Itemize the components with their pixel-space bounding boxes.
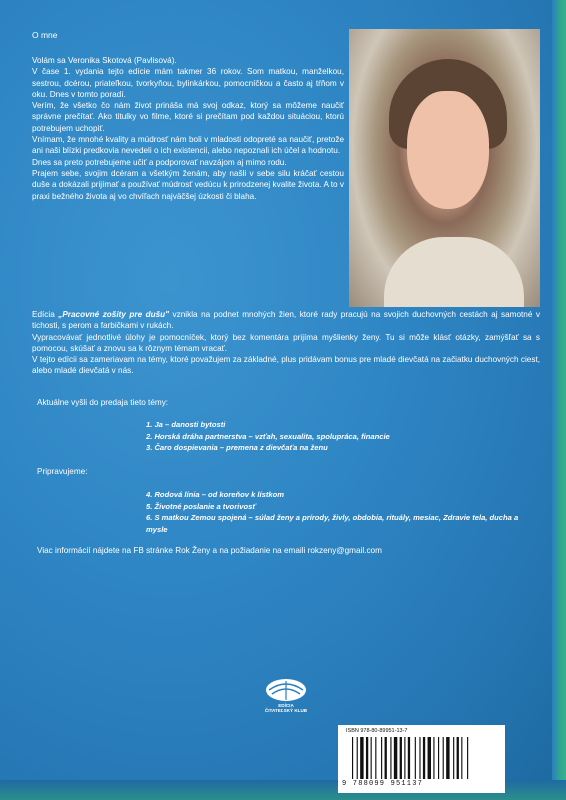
topic-item: 3. Čaro dospievania – premena z dievčaťa na ženu xyxy=(146,443,328,452)
edition-text xyxy=(32,309,540,377)
edition-lead: Edícia xyxy=(32,310,59,319)
edition-p2: Vypracovávať jednotlivé úlohy je pomocníček, ktorý bez komentára prijíma myšlienky ženy. Tu si môže klásť otázky, zamýšľať sa s pomocou, skúšať a znovu sa k rôznym témam vracať. xyxy=(32,332,540,353)
more-info: Viac informácií nájdete na FB stránke Rok Ženy a na požiadanie na emaili rokzeny@gmail.com xyxy=(37,546,382,555)
prep-title: Pripravujeme: xyxy=(37,467,88,476)
intro-p2: V čase 1. vydania tejto edície mám takmer 36 rokov. Som matkou, manželkou, sestrou, dcérou, priateľkou, tvorkyňou, bylinkárkou, pomocníčkou a často aj tŕňom v oku. Dnes v tomto poradí. xyxy=(32,67,344,99)
intro-p6: Prajem sebe, svojim dcéram a všetkým ženám, aby našli v sebe silu kráčať cestou duše a dokázali prijímať a používať múdrosť vedúcu k prirodzenej kvalite života. A to v praxi bežného života aj vo chvíľach najväčšej úzkosti či blaha. xyxy=(32,168,344,201)
topic-item: 2. Horská dráha partnerstva – vzťah, sexualita, spolupráca, financie xyxy=(146,431,390,441)
publisher-label: ČITATEĽSKÝ KLUB xyxy=(264,708,308,713)
prep-item: 5. Životné poslanie a tvorivosť xyxy=(146,501,256,511)
prep-item: 6. S matkou Zemou spojená – súlad ženy a prírody, živly, obdobia, rituály, mesiac, Zdravie tela, ducha a mysle xyxy=(146,513,519,534)
barcode-box xyxy=(338,725,505,793)
about-heading: O mne xyxy=(32,30,58,40)
intro-p3: Verím, že všetko čo nám život prináša má svoj odkaz, ktorý sa môžeme naučiť správne prečítať. Ako titulky vo filme, ktoré si prečítam pod každou situáciou, ktorú potrebujem uchopiť. xyxy=(32,101,344,133)
photo-face xyxy=(407,91,489,209)
intro-p1: Volám sa Veronika Skotová (Pavlisová). xyxy=(32,56,177,65)
ean-digits: 9 788099 951137 xyxy=(342,780,424,788)
edition-p1 xyxy=(32,309,540,332)
intro-text xyxy=(32,55,344,202)
intro-p5: Dnes sa preto potrebujeme učiť a podporovať navzájom aj mimo rodu. xyxy=(32,157,287,167)
topics-list xyxy=(146,419,390,454)
edition-rest: vznikla na podnet mnohých žien, ktoré rady pracujú na svojich duchovných cestách aj samotné v tichosti, s perom a farbičkami v rukách. xyxy=(32,310,540,331)
edition-p3: V tejto edícii sa zameriavam na témy, ktoré považujem za základné, plus pridávam bonus pre mladé dievčatá na začiatku duchovných ciest, alebo mladé dievčatá v nás. xyxy=(32,355,540,376)
prep-item: 4. Rodová línia – od koreňov k lístkom xyxy=(146,490,284,499)
author-photo xyxy=(349,29,540,307)
barcode-icon xyxy=(352,737,498,779)
right-edge xyxy=(552,0,566,800)
isbn-text: ISBN 978-80-89951-13-7 xyxy=(346,728,408,734)
prep-list xyxy=(146,489,526,535)
topics-title: Aktuálne vyšli do predaja tieto témy: xyxy=(37,398,169,407)
publisher-logo-icon xyxy=(263,675,309,705)
intro-p4: Vnímam, že mnohé kvality a múdrosť nám boli v mladosti odopreté sa naučiť, pretože ani naši blízki predkovia nevedeli o ich existencii, alebo nepoznali ich účel a hodnotu. xyxy=(32,135,344,156)
edition-name: „Pracovné zošity pre dušu" xyxy=(58,310,170,319)
publisher-name xyxy=(263,703,309,713)
publisher-small: EDÍCIA xyxy=(278,703,294,708)
topic-item: 1. Ja – danosti bytosti xyxy=(146,420,226,429)
photo-sweater xyxy=(384,237,524,307)
